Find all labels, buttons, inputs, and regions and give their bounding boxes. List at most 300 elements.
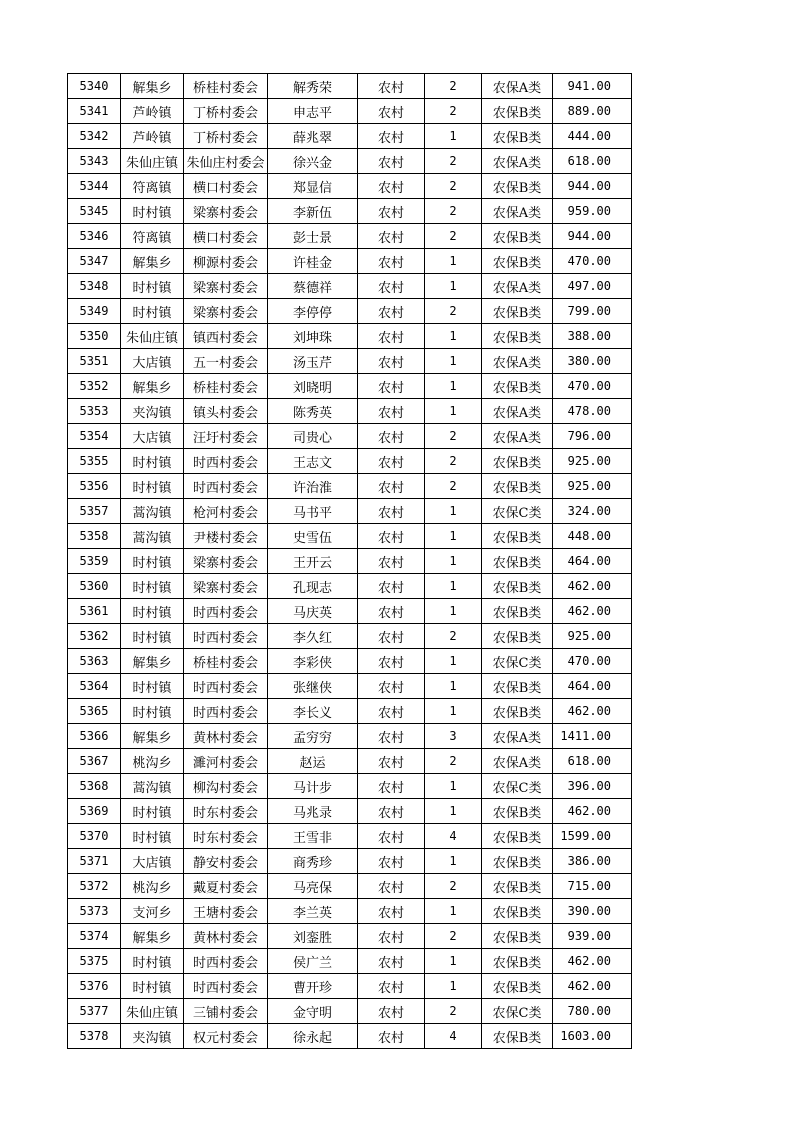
- person-name-cell: 马庆英: [268, 599, 358, 624]
- person-name-cell: 马书平: [268, 499, 358, 524]
- table-row: [68, 824, 632, 849]
- village-committee-cell: 梁寨村委会: [184, 274, 268, 299]
- township-cell: 时村镇: [121, 274, 184, 299]
- township-cell: 时村镇: [121, 699, 184, 724]
- person-name-cell: 孟穷穷: [268, 724, 358, 749]
- row-number-cell: 5364: [68, 674, 121, 699]
- amount-cell: 464.00: [553, 674, 632, 699]
- table-row: [68, 449, 632, 474]
- household-size-cell: 2: [425, 874, 482, 899]
- household-size-cell: 1: [425, 674, 482, 699]
- insurance-category-cell: 农保B类: [482, 449, 553, 474]
- person-name-cell: 侯广兰: [268, 949, 358, 974]
- insurance-category-cell: 农保B类: [482, 124, 553, 149]
- amount-cell: 497.00: [553, 274, 632, 299]
- village-committee-cell: 时西村委会: [184, 674, 268, 699]
- household-size-cell: 1: [425, 549, 482, 574]
- table-row: [68, 774, 632, 799]
- person-name-cell: 曹开珍: [268, 974, 358, 999]
- household-size-cell: 1: [425, 499, 482, 524]
- area-type-cell: 农村: [358, 1024, 425, 1049]
- amount-cell: 448.00: [553, 524, 632, 549]
- township-cell: 时村镇: [121, 824, 184, 849]
- household-size-cell: 2: [425, 624, 482, 649]
- township-cell: 时村镇: [121, 799, 184, 824]
- township-cell: 时村镇: [121, 949, 184, 974]
- table-row: [68, 974, 632, 999]
- table-row: [68, 799, 632, 824]
- amount-cell: 780.00: [553, 999, 632, 1024]
- person-name-cell: 马兆录: [268, 799, 358, 824]
- insurance-category-cell: 农保B类: [482, 549, 553, 574]
- row-number-cell: 5370: [68, 824, 121, 849]
- person-name-cell: 李彩侠: [268, 649, 358, 674]
- amount-cell: 324.00: [553, 499, 632, 524]
- amount-cell: 1411.00: [553, 724, 632, 749]
- township-cell: 时村镇: [121, 574, 184, 599]
- area-type-cell: 农村: [358, 674, 425, 699]
- row-number-cell: 5362: [68, 624, 121, 649]
- amount-cell: 939.00: [553, 924, 632, 949]
- village-committee-cell: 朱仙庄村委会: [184, 149, 268, 174]
- insurance-category-cell: 农保B类: [482, 224, 553, 249]
- village-committee-cell: 时西村委会: [184, 474, 268, 499]
- insurance-category-cell: 农保B类: [482, 799, 553, 824]
- area-type-cell: 农村: [358, 149, 425, 174]
- village-committee-cell: 横口村委会: [184, 174, 268, 199]
- person-name-cell: 刘晓明: [268, 374, 358, 399]
- person-name-cell: 孔现志: [268, 574, 358, 599]
- person-name-cell: 许桂金: [268, 249, 358, 274]
- table-row: [68, 724, 632, 749]
- amount-cell: 470.00: [553, 249, 632, 274]
- household-size-cell: 1: [425, 774, 482, 799]
- area-type-cell: 农村: [358, 999, 425, 1024]
- table-row: [68, 924, 632, 949]
- table-row: [68, 749, 632, 774]
- row-number-cell: 5347: [68, 249, 121, 274]
- area-type-cell: 农村: [358, 249, 425, 274]
- person-name-cell: 汤玉芹: [268, 349, 358, 374]
- row-number-cell: 5342: [68, 124, 121, 149]
- table-row: [68, 624, 632, 649]
- village-committee-cell: 黄林村委会: [184, 724, 268, 749]
- household-size-cell: 1: [425, 324, 482, 349]
- household-size-cell: 2: [425, 474, 482, 499]
- village-committee-cell: 戴夏村委会: [184, 874, 268, 899]
- person-name-cell: 徐永起: [268, 1024, 358, 1049]
- village-committee-cell: 时西村委会: [184, 974, 268, 999]
- row-number-cell: 5343: [68, 149, 121, 174]
- insurance-category-cell: 农保A类: [482, 424, 553, 449]
- village-committee-cell: 丁桥村委会: [184, 124, 268, 149]
- household-size-cell: 2: [425, 299, 482, 324]
- township-cell: 时村镇: [121, 449, 184, 474]
- person-name-cell: 王雪非: [268, 824, 358, 849]
- insurance-category-cell: 农保B类: [482, 474, 553, 499]
- insurance-category-cell: 农保B类: [482, 924, 553, 949]
- area-type-cell: 农村: [358, 874, 425, 899]
- village-committee-cell: 梁寨村委会: [184, 574, 268, 599]
- township-cell: 桃沟乡: [121, 874, 184, 899]
- person-name-cell: 史雪伍: [268, 524, 358, 549]
- township-cell: 时村镇: [121, 474, 184, 499]
- area-type-cell: 农村: [358, 649, 425, 674]
- insurance-category-cell: 农保A类: [482, 399, 553, 424]
- table-row: [68, 524, 632, 549]
- row-number-cell: 5352: [68, 374, 121, 399]
- area-type-cell: 农村: [358, 499, 425, 524]
- area-type-cell: 农村: [358, 374, 425, 399]
- insurance-category-cell: 农保B类: [482, 674, 553, 699]
- insurance-category-cell: 农保A类: [482, 749, 553, 774]
- row-number-cell: 5371: [68, 849, 121, 874]
- township-cell: 蒿沟镇: [121, 524, 184, 549]
- household-size-cell: 2: [425, 149, 482, 174]
- insurance-category-cell: 农保B类: [482, 974, 553, 999]
- area-type-cell: 农村: [358, 724, 425, 749]
- amount-cell: 1603.00: [553, 1024, 632, 1049]
- table-row: [68, 349, 632, 374]
- row-number-cell: 5341: [68, 99, 121, 124]
- person-name-cell: 申志平: [268, 99, 358, 124]
- village-committee-cell: 桥桂村委会: [184, 74, 268, 99]
- household-size-cell: 1: [425, 349, 482, 374]
- village-committee-cell: 时东村委会: [184, 799, 268, 824]
- household-size-cell: 2: [425, 224, 482, 249]
- row-number-cell: 5372: [68, 874, 121, 899]
- area-type-cell: 农村: [358, 74, 425, 99]
- area-type-cell: 农村: [358, 749, 425, 774]
- area-type-cell: 农村: [358, 99, 425, 124]
- household-size-cell: 1: [425, 949, 482, 974]
- township-cell: 蒿沟镇: [121, 774, 184, 799]
- village-committee-cell: 梁寨村委会: [184, 299, 268, 324]
- insurance-category-cell: 农保B类: [482, 524, 553, 549]
- amount-cell: 470.00: [553, 649, 632, 674]
- area-type-cell: 农村: [358, 899, 425, 924]
- table-row: [68, 199, 632, 224]
- village-committee-cell: 枪河村委会: [184, 499, 268, 524]
- township-cell: 解集乡: [121, 649, 184, 674]
- table-row: [68, 574, 632, 599]
- township-cell: 大店镇: [121, 849, 184, 874]
- table-row: [68, 999, 632, 1024]
- table-row: [68, 424, 632, 449]
- township-cell: 蒿沟镇: [121, 499, 184, 524]
- insurance-category-cell: 农保B类: [482, 874, 553, 899]
- amount-cell: 462.00: [553, 799, 632, 824]
- row-number-cell: 5376: [68, 974, 121, 999]
- village-committee-cell: 时东村委会: [184, 824, 268, 849]
- household-size-cell: 2: [425, 174, 482, 199]
- person-name-cell: 陈秀英: [268, 399, 358, 424]
- row-number-cell: 5360: [68, 574, 121, 599]
- amount-cell: 388.00: [553, 324, 632, 349]
- amount-cell: 478.00: [553, 399, 632, 424]
- village-committee-cell: 梁寨村委会: [184, 549, 268, 574]
- row-number-cell: 5348: [68, 274, 121, 299]
- household-size-cell: 2: [425, 99, 482, 124]
- table-row: [68, 399, 632, 424]
- township-cell: 时村镇: [121, 674, 184, 699]
- person-name-cell: 李停停: [268, 299, 358, 324]
- insurance-category-cell: 农保A类: [482, 149, 553, 174]
- township-cell: 时村镇: [121, 599, 184, 624]
- area-type-cell: 农村: [358, 224, 425, 249]
- township-cell: 时村镇: [121, 974, 184, 999]
- table-row: [68, 674, 632, 699]
- village-committee-cell: 汪圩村委会: [184, 424, 268, 449]
- township-cell: 支河乡: [121, 899, 184, 924]
- household-size-cell: 4: [425, 824, 482, 849]
- row-number-cell: 5354: [68, 424, 121, 449]
- township-cell: 大店镇: [121, 424, 184, 449]
- insurance-category-cell: 农保A类: [482, 349, 553, 374]
- row-number-cell: 5369: [68, 799, 121, 824]
- person-name-cell: 许治淮: [268, 474, 358, 499]
- village-committee-cell: 镇西村委会: [184, 324, 268, 349]
- insurance-category-cell: 农保A类: [482, 199, 553, 224]
- village-committee-cell: 权元村委会: [184, 1024, 268, 1049]
- area-type-cell: 农村: [358, 624, 425, 649]
- insurance-category-cell: 农保B类: [482, 324, 553, 349]
- household-size-cell: 1: [425, 899, 482, 924]
- village-committee-cell: 柳源村委会: [184, 249, 268, 274]
- table-row: [68, 324, 632, 349]
- person-name-cell: 马亮保: [268, 874, 358, 899]
- row-number-cell: 5374: [68, 924, 121, 949]
- table-row: [68, 549, 632, 574]
- area-type-cell: 农村: [358, 574, 425, 599]
- area-type-cell: 农村: [358, 824, 425, 849]
- amount-cell: 944.00: [553, 174, 632, 199]
- village-committee-cell: 桥桂村委会: [184, 374, 268, 399]
- area-type-cell: 农村: [358, 399, 425, 424]
- household-size-cell: 2: [425, 999, 482, 1024]
- table-row: [68, 699, 632, 724]
- row-number-cell: 5346: [68, 224, 121, 249]
- person-name-cell: 徐兴金: [268, 149, 358, 174]
- household-size-cell: 1: [425, 274, 482, 299]
- village-committee-cell: 镇头村委会: [184, 399, 268, 424]
- table-row: [68, 499, 632, 524]
- table-row: [68, 849, 632, 874]
- insurance-category-cell: 农保B类: [482, 574, 553, 599]
- household-size-cell: 1: [425, 249, 482, 274]
- insurance-category-cell: 农保C类: [482, 649, 553, 674]
- amount-cell: 462.00: [553, 974, 632, 999]
- insurance-category-cell: 农保A类: [482, 274, 553, 299]
- table-row: [68, 74, 632, 99]
- amount-cell: 925.00: [553, 474, 632, 499]
- row-number-cell: 5349: [68, 299, 121, 324]
- area-type-cell: 农村: [358, 174, 425, 199]
- roster-body: [68, 74, 632, 1049]
- row-number-cell: 5373: [68, 899, 121, 924]
- village-committee-cell: 黄林村委会: [184, 924, 268, 949]
- table-row: [68, 474, 632, 499]
- household-size-cell: 1: [425, 699, 482, 724]
- row-number-cell: 5378: [68, 1024, 121, 1049]
- table-row: [68, 249, 632, 274]
- amount-cell: 470.00: [553, 374, 632, 399]
- insurance-category-cell: 农保B类: [482, 99, 553, 124]
- insurance-category-cell: 农保B类: [482, 1024, 553, 1049]
- village-committee-cell: 时西村委会: [184, 699, 268, 724]
- row-number-cell: 5357: [68, 499, 121, 524]
- amount-cell: 959.00: [553, 199, 632, 224]
- township-cell: 大店镇: [121, 349, 184, 374]
- person-name-cell: 解秀荣: [268, 74, 358, 99]
- village-committee-cell: 横口村委会: [184, 224, 268, 249]
- person-name-cell: 薛兆翠: [268, 124, 358, 149]
- table-row: [68, 899, 632, 924]
- insurance-category-cell: 农保A类: [482, 74, 553, 99]
- insurance-category-cell: 农保C类: [482, 499, 553, 524]
- table-row: [68, 99, 632, 124]
- insurance-category-cell: 农保B类: [482, 699, 553, 724]
- township-cell: 时村镇: [121, 299, 184, 324]
- village-committee-cell: 王塘村委会: [184, 899, 268, 924]
- table-row: [68, 949, 632, 974]
- area-type-cell: 农村: [358, 924, 425, 949]
- area-type-cell: 农村: [358, 849, 425, 874]
- person-name-cell: 金守明: [268, 999, 358, 1024]
- household-size-cell: 1: [425, 649, 482, 674]
- row-number-cell: 5368: [68, 774, 121, 799]
- amount-cell: 925.00: [553, 449, 632, 474]
- household-size-cell: 1: [425, 399, 482, 424]
- row-number-cell: 5350: [68, 324, 121, 349]
- township-cell: 符离镇: [121, 174, 184, 199]
- area-type-cell: 农村: [358, 124, 425, 149]
- amount-cell: 464.00: [553, 549, 632, 574]
- table-row: [68, 174, 632, 199]
- insurance-category-cell: 农保B类: [482, 299, 553, 324]
- household-size-cell: 3: [425, 724, 482, 749]
- insurance-category-cell: 农保B类: [482, 824, 553, 849]
- person-name-cell: 商秀珍: [268, 849, 358, 874]
- township-cell: 芦岭镇: [121, 99, 184, 124]
- amount-cell: 462.00: [553, 599, 632, 624]
- row-number-cell: 5345: [68, 199, 121, 224]
- insurance-category-cell: 农保B类: [482, 174, 553, 199]
- household-size-cell: 2: [425, 924, 482, 949]
- insurance-category-cell: 农保B类: [482, 624, 553, 649]
- village-committee-cell: 时西村委会: [184, 624, 268, 649]
- area-type-cell: 农村: [358, 799, 425, 824]
- household-size-cell: 2: [425, 449, 482, 474]
- township-cell: 解集乡: [121, 374, 184, 399]
- area-type-cell: 农村: [358, 324, 425, 349]
- row-number-cell: 5363: [68, 649, 121, 674]
- insurance-category-cell: 农保A类: [482, 724, 553, 749]
- table-row: [68, 649, 632, 674]
- area-type-cell: 农村: [358, 524, 425, 549]
- person-name-cell: 蔡德祥: [268, 274, 358, 299]
- row-number-cell: 5344: [68, 174, 121, 199]
- person-name-cell: 李长义: [268, 699, 358, 724]
- table-row: [68, 874, 632, 899]
- household-size-cell: 1: [425, 124, 482, 149]
- area-type-cell: 农村: [358, 274, 425, 299]
- area-type-cell: 农村: [358, 974, 425, 999]
- township-cell: 符离镇: [121, 224, 184, 249]
- roster-table: [67, 73, 632, 1049]
- row-number-cell: 5365: [68, 699, 121, 724]
- row-number-cell: 5375: [68, 949, 121, 974]
- person-name-cell: 彭士景: [268, 224, 358, 249]
- household-size-cell: 2: [425, 74, 482, 99]
- household-size-cell: 1: [425, 524, 482, 549]
- row-number-cell: 5355: [68, 449, 121, 474]
- village-committee-cell: 丁桥村委会: [184, 99, 268, 124]
- village-committee-cell: 柳沟村委会: [184, 774, 268, 799]
- amount-cell: 796.00: [553, 424, 632, 449]
- amount-cell: 462.00: [553, 699, 632, 724]
- amount-cell: 380.00: [553, 349, 632, 374]
- table-row: [68, 149, 632, 174]
- township-cell: 桃沟乡: [121, 749, 184, 774]
- area-type-cell: 农村: [358, 949, 425, 974]
- household-size-cell: 1: [425, 974, 482, 999]
- amount-cell: 799.00: [553, 299, 632, 324]
- amount-cell: 925.00: [553, 624, 632, 649]
- area-type-cell: 农村: [358, 549, 425, 574]
- amount-cell: 715.00: [553, 874, 632, 899]
- village-committee-cell: 时西村委会: [184, 599, 268, 624]
- area-type-cell: 农村: [358, 474, 425, 499]
- household-size-cell: 1: [425, 599, 482, 624]
- person-name-cell: 王开云: [268, 549, 358, 574]
- row-number-cell: 5340: [68, 74, 121, 99]
- amount-cell: 444.00: [553, 124, 632, 149]
- amount-cell: 944.00: [553, 224, 632, 249]
- insurance-category-cell: 农保B类: [482, 949, 553, 974]
- village-committee-cell: 尹楼村委会: [184, 524, 268, 549]
- township-cell: 夹沟镇: [121, 1024, 184, 1049]
- area-type-cell: 农村: [358, 699, 425, 724]
- row-number-cell: 5366: [68, 724, 121, 749]
- township-cell: 解集乡: [121, 74, 184, 99]
- area-type-cell: 农村: [358, 349, 425, 374]
- row-number-cell: 5377: [68, 999, 121, 1024]
- row-number-cell: 5358: [68, 524, 121, 549]
- township-cell: 时村镇: [121, 624, 184, 649]
- insurance-category-cell: 农保B类: [482, 899, 553, 924]
- person-name-cell: 李兰英: [268, 899, 358, 924]
- person-name-cell: 赵运: [268, 749, 358, 774]
- area-type-cell: 农村: [358, 599, 425, 624]
- row-number-cell: 5361: [68, 599, 121, 624]
- amount-cell: 386.00: [553, 849, 632, 874]
- insurance-category-cell: 农保B类: [482, 249, 553, 274]
- amount-cell: 889.00: [553, 99, 632, 124]
- row-number-cell: 5351: [68, 349, 121, 374]
- row-number-cell: 5367: [68, 749, 121, 774]
- village-committee-cell: 时西村委会: [184, 949, 268, 974]
- township-cell: 夹沟镇: [121, 399, 184, 424]
- insurance-category-cell: 农保B类: [482, 599, 553, 624]
- table-row: [68, 299, 632, 324]
- village-committee-cell: 静安村委会: [184, 849, 268, 874]
- table-row: [68, 374, 632, 399]
- table-row: [68, 1024, 632, 1049]
- insurance-category-cell: 农保C类: [482, 999, 553, 1024]
- township-cell: 解集乡: [121, 249, 184, 274]
- household-size-cell: 2: [425, 199, 482, 224]
